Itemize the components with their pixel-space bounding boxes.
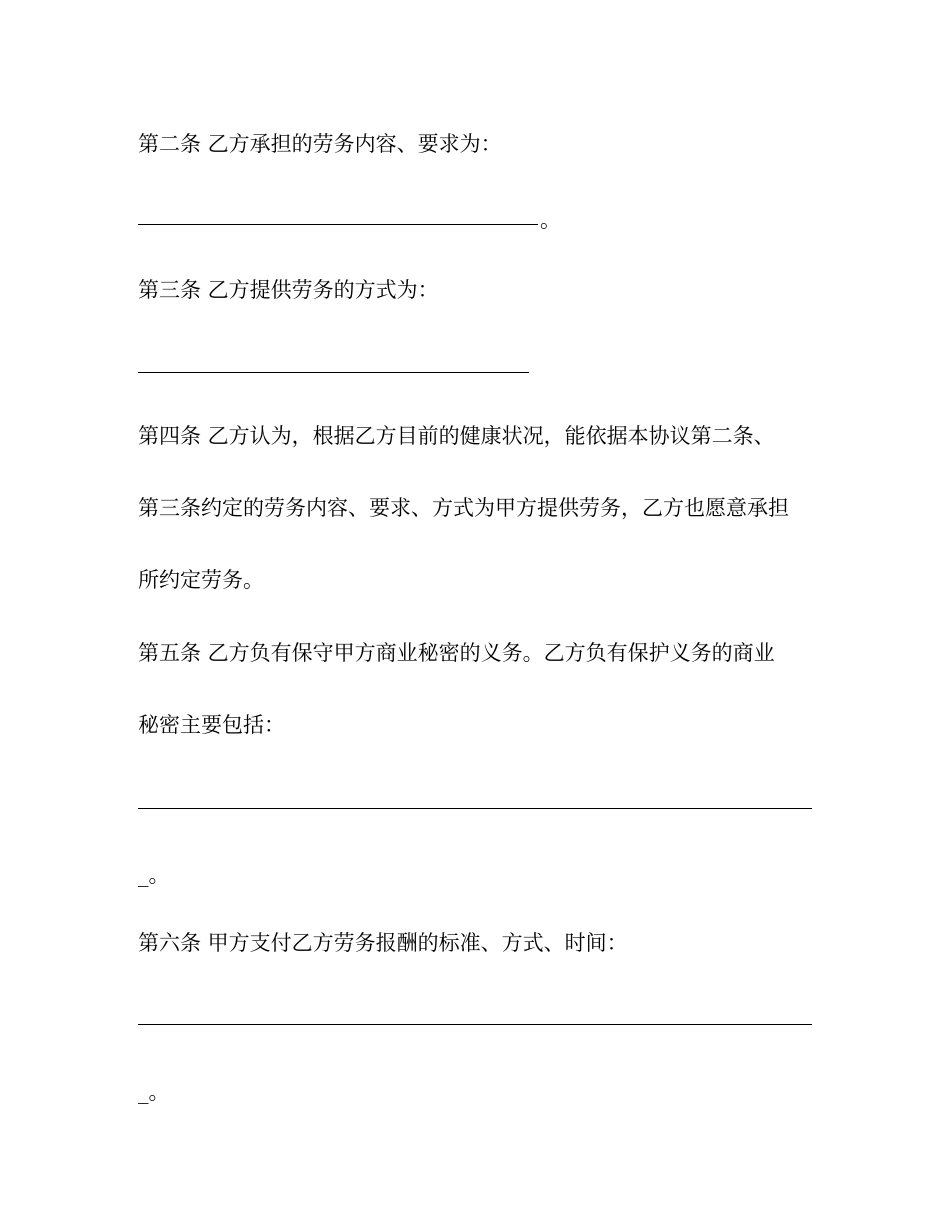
article-3-heading: 第三条 乙方提供劳务的方式为： (138, 278, 439, 302)
article-4-line-1: 第四条 乙方认为，根据乙方目前的健康状况，能依据本协议第二条、 (138, 424, 775, 448)
article-2-blank-line (138, 224, 538, 225)
article-6-blank-end: _。 (138, 1080, 170, 1104)
article-2-blank-end: 。 (540, 208, 561, 232)
article-5-line-2: 秘密主要包括： (138, 713, 285, 737)
article-4-line-3: 所约定劳务。 (138, 568, 264, 592)
article-3-blank-line (138, 372, 529, 373)
article-5-blank-end: _。 (138, 863, 170, 887)
article-6-blank-line (138, 1024, 812, 1025)
article-5-blank-line (138, 808, 812, 809)
article-5-line-1: 第五条 乙方负有保守甲方商业秘密的义务。乙方负有保护义务的商业 (138, 641, 775, 665)
article-2-heading: 第二条 乙方承担的劳务内容、要求为： (138, 132, 502, 156)
article-4-line-2: 第三条约定的劳务内容、要求、方式为甲方提供劳务，乙方也愿意承担 (138, 496, 789, 520)
article-6-heading: 第六条 甲方支付乙方劳务报酬的标准、方式、时间： (138, 931, 628, 955)
